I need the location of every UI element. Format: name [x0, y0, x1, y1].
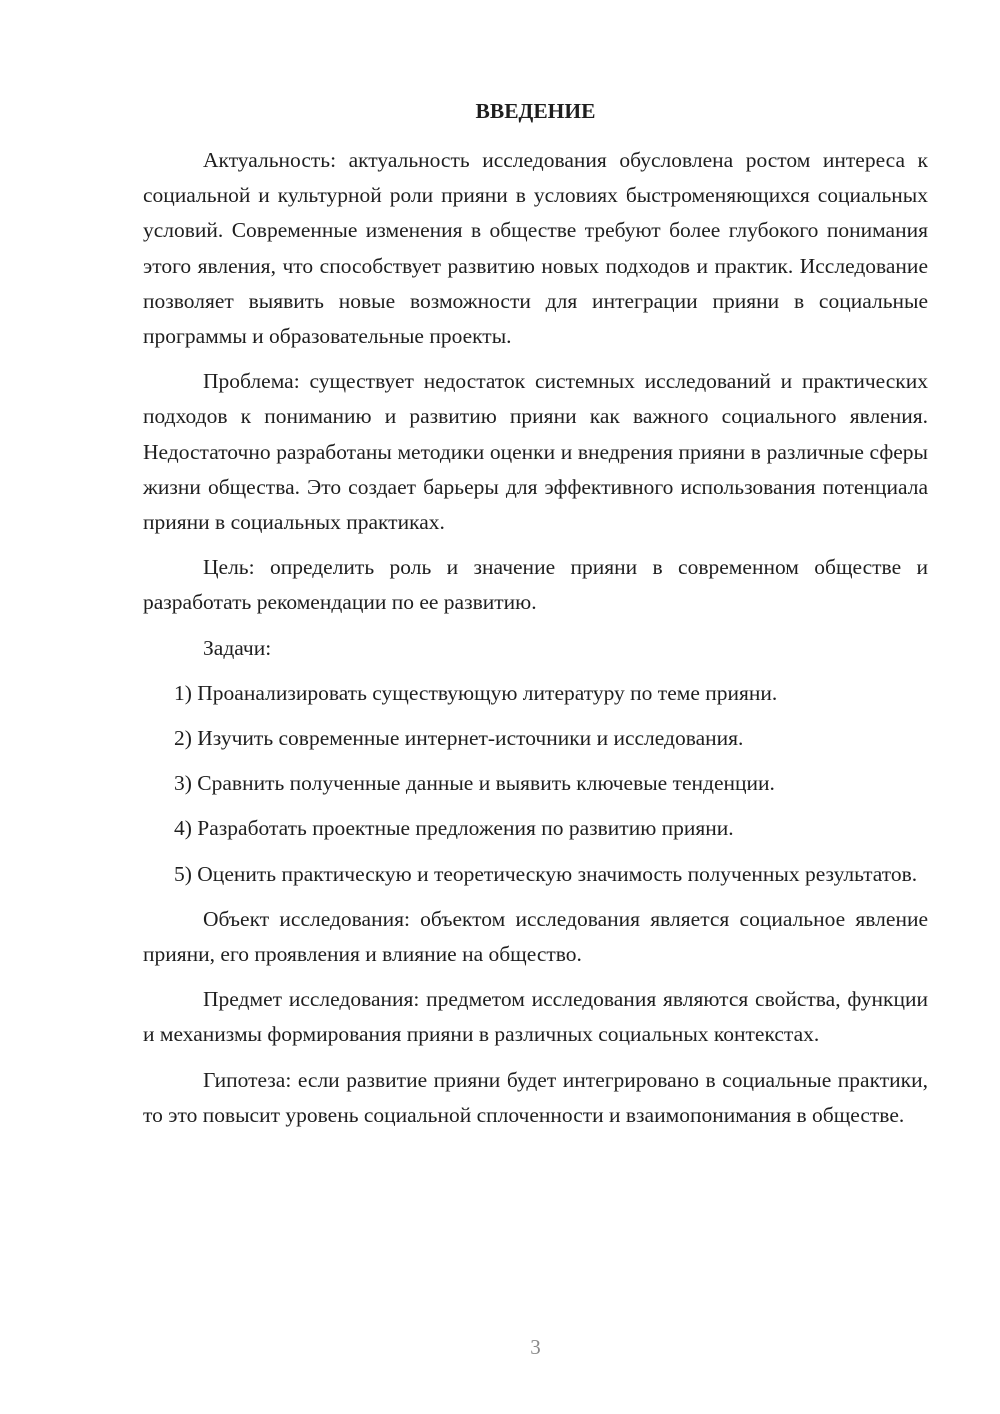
subject-paragraph: Предмет исследования: предметом исследования являются свойства, функции и механизмы формирования прияни в различных социальных контекстах. — [143, 987, 928, 1047]
object-paragraph: Объект исследования: объектом исследования является социальное явление прияни, его проявления и влияние на общество. — [143, 906, 928, 967]
task-item-4: 4) Разработать проектные предложения по развитию прияни. — [174, 816, 734, 841]
tasks-label: Задачи: — [203, 635, 272, 660]
task-item-5: 5) Оценить практическую и теоретическую значимость полученных результатов. — [174, 861, 918, 886]
problem-paragraph: Проблема: существует недостаток системных исследований и практических подходов к пониманию и развитию прияни как важного социального явления. Недостаточно разработаны методики оценки и внедрения прияни в различные сферы жизни общества. Это создает барьеры для эффективного использования потенциала прияни в социальных практиках. — [143, 369, 928, 535]
page-body — [143, 143, 928, 1143]
goal-paragraph: Цель: определить роль и значение прияни в современном обществе и разработать рекомендации по ее развитию. — [143, 555, 928, 615]
task-item-3: 3) Сравнить полученные данные и выявить ключевые тенденции. — [174, 771, 775, 796]
task-item-1: 1) Проанализировать существующую литературу по теме прияни. — [174, 680, 778, 705]
relevance-paragraph: Актуальность: актуальность исследования обусловлена ростом интереса к социальной и культурной роли прияни в условиях быстроменяющихся социальных условий. Современные изменения в обществе требуют более глубокого понимания этого явления, что способствует развитию новых подходов и практик. Исследование позволяет выявить новые возможности для интеграции прияни в социальные программы и образовательные проекты. — [143, 148, 928, 349]
section-heading: ВВЕДЕНИЕ — [475, 99, 596, 123]
task-item-2: 2) Изучить современные интернет-источники и исследования. — [174, 726, 744, 751]
page-number: 3 — [530, 1335, 541, 1359]
hypothesis-paragraph: Гипотеза: если развитие прияни будет интегрировано в социальные практики, то это повысит уровень социальной сплоченности и взаимопонимания в обществе. — [143, 1067, 928, 1127]
